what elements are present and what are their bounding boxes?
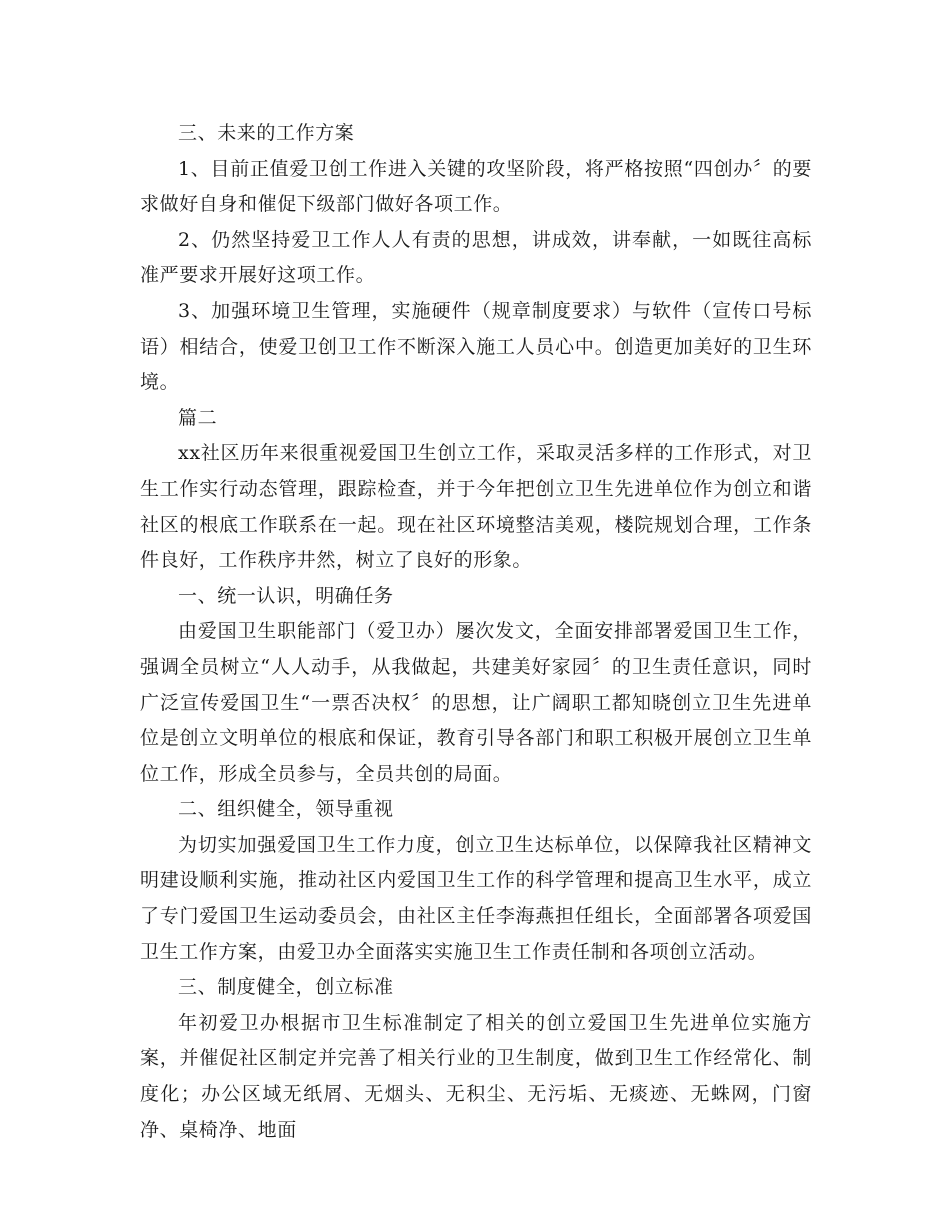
paragraph-plan-1: 1、目前正值爱卫创工作进入关键的攻坚阶段，将严格按照“四创办〞的要求做好自身和催促下级部门做好各项工作。 — [140, 157, 812, 216]
section-heading-system: 三、制度健全，创立标准 — [178, 976, 394, 999]
section-heading-organization: 二、组织健全，领导重视 — [178, 798, 394, 821]
document-page — [140, 116, 812, 1148]
paragraph-organization: 为切实加强爱国卫生工作力度，创立卫生达标单位，以保障我社区精神文明建设顺利实施，推动社区内爱国卫生工作的科学管理和提高卫生水平，成立了专门爱国卫生运动委员会，由社区主任李海燕担任组长，全面部署各项爱国卫生工作方案，由爱卫办全面落实实施卫生工作责任制和各项创立活动。 — [140, 833, 812, 963]
paragraph-plan-2: 2、仍然坚持爱卫工作人人有责的思想，讲成效，讲奉献，一如既往高标准严要求开展好这项工作。 — [140, 228, 812, 287]
section-heading-unify: 一、统一认识，明确任务 — [178, 584, 394, 607]
section-heading-part-two: 篇二 — [178, 406, 218, 429]
section-heading-future-plan: 三、未来的工作方案 — [178, 122, 355, 144]
paragraph-system: 年初爱卫办根据市卫生标准制定了相关的创立爱国卫生先进单位实施方案，并催促社区制定并完善了相关行业的卫生制度，做到卫生工作经常化、制度化；办公区域无纸屑、无烟头、无积尘、无污垢、无痰迹、无蛛网，门窗净、桌椅净、地面 — [140, 1011, 812, 1141]
paragraph-unify: 由爱国卫生职能部门（爱卫办）屡次发文，全面安排部署爱国卫生工作，强调全员树立“人人动手，从我做起，共建美好家园〞的卫生责任意识，同时广泛宣传爱国卫生“一票否决权〞的思想，让广阔职工都知晓创立卫生先进单位是创立文明单位的根底和保证，教育引导各部门和职工积极开展创立卫生单位工作，形成全员参与，全员共创的局面。 — [140, 620, 812, 785]
paragraph-plan-3: 3、加强环境卫生管理，实施硬件（规章制度要求）与软件（宣传口号标语）相结合，使爱卫创卫工作不断深入施工人员心中。创造更加美好的卫生环境。 — [140, 299, 812, 394]
paragraph-intro: xx社区历年来很重视爱国卫生创立工作，采取灵活多样的工作形式，对卫生工作实行动态管理，跟踪检查，并于今年把创立卫生先进单位作为创立和谐社区的根底工作联系在一起。现在社区环境整洁美观，楼院规划合理，工作条件良好，工作秩序井然，树立了良好的形象。 — [140, 442, 812, 572]
